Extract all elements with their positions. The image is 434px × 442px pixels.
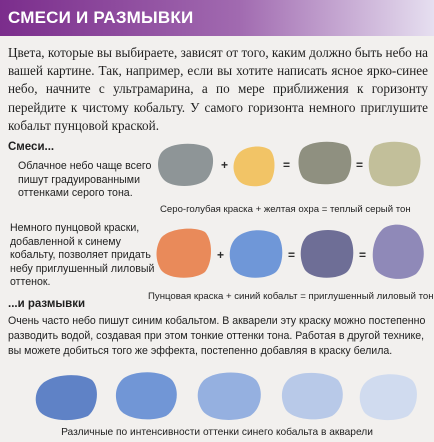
washes-paragraph: Очень часто небо пишут синим кобальтом. В акварели эту краску можно постепенно разводить водой, создавая при этом тонкие оттенки тона. Работая в другой технике, вы можете добиться того же эффекта, постепенно добавляя в краску белила.: [8, 315, 426, 357]
cobalt-wash-swatch-5: [358, 372, 420, 422]
mix1-caption: Серо-голубая краска + желтая охра = теплый серый тон: [160, 204, 411, 215]
warm-grey-swatch-1: [297, 140, 353, 186]
mix1-description: Облачное небо чаще всего пишут градуированными оттенками серого тона.: [18, 160, 152, 200]
yellow-ochre-swatch: [232, 144, 276, 188]
equals-sign-4: =: [359, 248, 367, 262]
title-banner: [0, 0, 434, 36]
crimson-swatch: [155, 226, 213, 280]
equals-sign-3: =: [288, 248, 296, 262]
intro-paragraph: Цвета, которые вы выбираете, зависят от того, каким должно быть небо на вашей картине. Так, например, если вы хотите написать ясное ярко-синее небо, начните с ультрамарина, а по мере приближения к горизонту перейдите к чистому кобальту. У самого горизонта немного приглушите кобальт пунцовой краской.: [8, 45, 428, 133]
cobalt-swatch: [228, 228, 284, 280]
equals-sign: =: [283, 158, 291, 172]
plus-sign-2: +: [217, 248, 225, 262]
mix2-description: Немного пунцовой краски, добавленной к синему кобальту, позволяет придать небу приглушенный лиловый оттенок.: [10, 222, 155, 289]
washes-heading: ...и размывки: [8, 298, 86, 310]
muted-violet-swatch-2: [370, 222, 426, 282]
plus-sign: +: [221, 158, 229, 172]
cobalt-wash-swatch-1: [34, 372, 100, 422]
muted-violet-swatch-1: [299, 228, 355, 280]
grey-blue-swatch: [156, 142, 216, 188]
equals-sign-2: =: [356, 158, 364, 172]
cobalt-wash-swatch-4: [280, 370, 346, 422]
mix2-caption: Пунцовая краска + синий кобальт = приглушенный лиловый тон: [148, 291, 434, 302]
warm-grey-swatch-2: [367, 140, 423, 188]
cobalt-wash-swatch-2: [114, 370, 180, 422]
cobalt-wash-swatch-3: [196, 370, 264, 422]
page-title: СМЕСИ И РАЗМЫВКИ: [8, 8, 194, 27]
washes-caption: Различные по интенсивности оттенки синего кобальта в акварели: [61, 427, 373, 438]
mixes-heading: Смеси...: [8, 141, 55, 153]
